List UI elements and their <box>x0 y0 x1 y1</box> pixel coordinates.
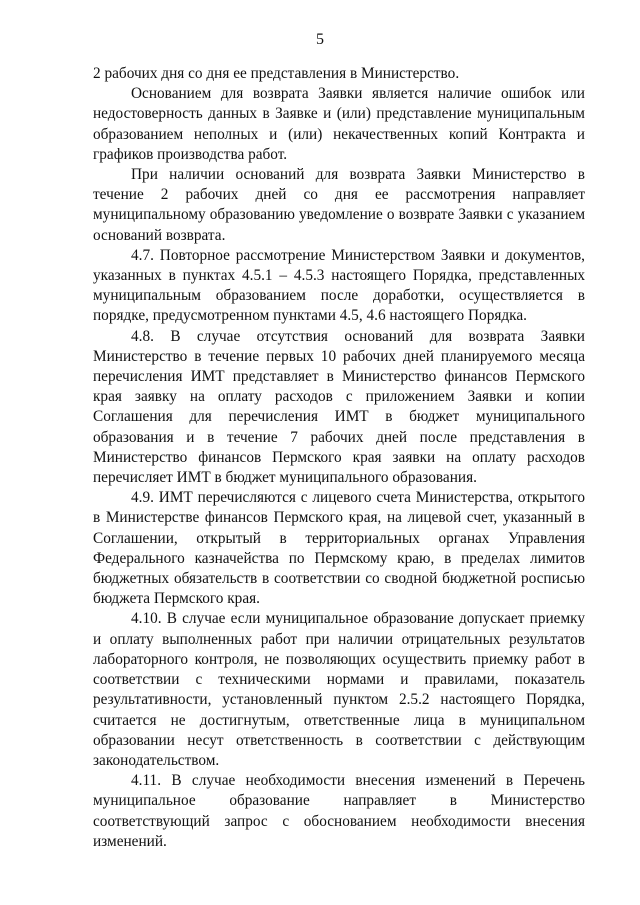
paragraph-continuation: 2 рабочих дня со дня ее представления в Министерство. <box>93 65 460 82</box>
paragraph-4-10: 4.10. В случае если муниципальное образование допускает приемку и оплату выполненных работ при наличии отрицательных результатов лабораторного контроля, не позволяющих осуществить приемку работ в соответствии с техническими нормами и правилами, показатель результативности, установленный пунктом 2.5.2 настоящего Порядка, считается не достигнутым, ответственные лица в муниципальном образовании несут ответственность в соответствии с действующим законодательством. <box>93 610 585 769</box>
paragraph-return-grounds: Основанием для возврата Заявки является наличие ошибок или недостоверность данных в Заявке и (или) представление муниципальным образованием неполных и (или) некачественных копий Контракта и графиков производства работ. <box>93 85 585 163</box>
paragraph-4-8: 4.8. В случае отсутствия оснований для возврата Заявки Министерство в течение первых 10 рабочих дней планируемого месяца перечисления ИМТ представляет в Министерство финансов Пермского края заявку на оплату расходов с приложением Заявки и копии Соглашения для перечисления ИМТ в бюджет муниципального образования и в течение 7 рабочих дней после представления в Министерство финансов Пермского края заявки на оплату расходов перечисляет ИМТ в бюджет муниципального образования. <box>93 327 585 487</box>
paragraph-4-9: 4.9. ИМТ перечисляются с лицевого счета Министерства, открытого в Министерстве финансов Пермского края, на лицевой счет, указанный в Соглашении, открытый в территориальных органах Управления Федерального казначейства по Пермскому краю, в пределах лимитов бюджетных обязательств в соответствии со сводной бюджетной росписью бюджета Пермского края. <box>93 489 585 608</box>
paragraph-return-notice: При наличии оснований для возврата Заявки Министерство в течение 2 рабочих дней со дня ее рассмотрения направляет муниципальному образованию уведомление о возврате Заявки с указанием оснований возврата. <box>93 166 585 244</box>
paragraph-4-7: 4.7. Повторное рассмотрение Министерством Заявки и документов, указанных в пунктах 4.5.1 – 4.5.3 настоящего Порядка, представленных муниципальным образованием после доработки, осуществляется в порядке, предусмотренном пунктами 4.5, 4.6 настоящего Порядка. <box>93 246 585 325</box>
page-number: 5 <box>316 31 324 48</box>
document-body <box>93 64 585 852</box>
paragraph-4-11: 4.11. В случае необходимости внесения изменений в Перечень муниципальное образование направляет в Министерство соответствующий запрос с обоснованием необходимости внесения изменений. <box>93 772 585 850</box>
